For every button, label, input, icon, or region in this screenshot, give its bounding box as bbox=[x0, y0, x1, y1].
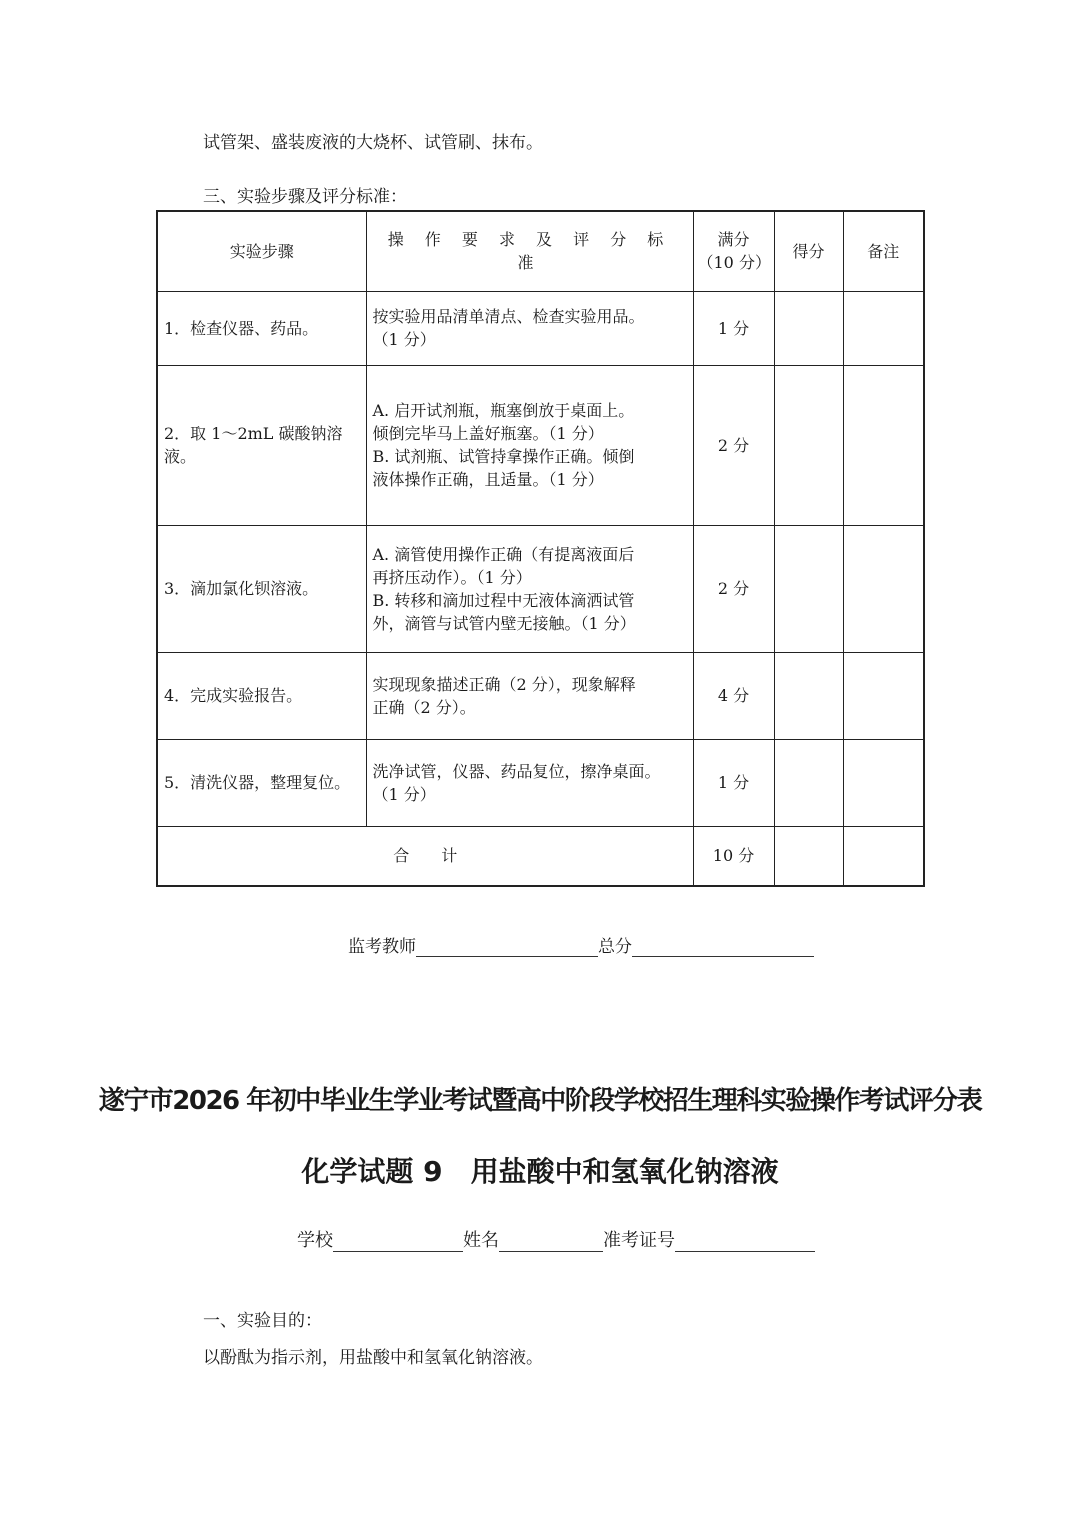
remark-cell bbox=[843, 291, 924, 365]
experiment-title: 化学试题 9 用盐酸中和氢氧化钠溶液 bbox=[301, 1155, 779, 1188]
standard-cell bbox=[366, 525, 693, 652]
total-score-cell bbox=[774, 826, 843, 886]
scoring-table bbox=[156, 210, 925, 887]
section-1-text: 以酚酞为指示剂，用盐酸中和氢氧化钠溶液。 bbox=[203, 1348, 543, 1368]
standard-line: 倾倒完毕马上盖好瓶塞。（1 分） bbox=[372, 424, 604, 443]
signature-line bbox=[348, 932, 814, 957]
section-1-heading: 一、实验目的： bbox=[203, 1311, 322, 1331]
name-blank[interactable] bbox=[499, 1231, 603, 1252]
score-input-cell bbox=[774, 652, 843, 739]
header-score: 得分 bbox=[774, 211, 843, 291]
points-cell: 1 分 bbox=[693, 739, 774, 826]
standard-line: 洗净试管，仪器、药品复位，擦净桌面。 bbox=[372, 761, 661, 781]
table-total-row bbox=[157, 826, 924, 886]
table-row bbox=[157, 365, 924, 525]
table-row bbox=[157, 739, 924, 826]
total-remark-cell bbox=[843, 826, 924, 886]
step-cell: 5．清洗仪器，整理复位。 bbox=[157, 739, 366, 826]
remark-cell bbox=[843, 739, 924, 826]
student-info-line bbox=[297, 1226, 815, 1252]
standard-cell bbox=[366, 739, 693, 826]
name-label: 姓名 bbox=[463, 1230, 499, 1251]
standard-line: 液体操作正确，且适量。（1 分） bbox=[372, 470, 604, 489]
exam-number-blank[interactable] bbox=[675, 1231, 815, 1252]
teacher-label: 监考教师 bbox=[348, 937, 416, 957]
step-cell: 4．完成实验报告。 bbox=[157, 652, 366, 739]
points-cell: 4 分 bbox=[693, 652, 774, 739]
header-remark: 备注 bbox=[843, 211, 924, 291]
document-title: 遂宁市2026 年初中毕业生学业考试暨高中阶段学校招生理科实验操作考试评分表 bbox=[98, 1086, 982, 1116]
standard-line: （1 分） bbox=[372, 784, 436, 804]
exam-number-label: 准考证号 bbox=[603, 1230, 675, 1251]
total-score-label: 总分 bbox=[598, 937, 632, 957]
standard-line: 实现现象描述正确（2 分），现象解释 bbox=[372, 674, 636, 694]
table-header-row bbox=[157, 211, 924, 291]
header-full-score bbox=[693, 211, 774, 291]
standard-line: 按实验用品清单清点、检查实验用品。 bbox=[372, 307, 645, 326]
table-row bbox=[157, 291, 924, 365]
score-input-cell bbox=[774, 291, 843, 365]
standard-line: 再挤压动作）。（1 分） bbox=[372, 567, 532, 587]
header-step: 实验步骤 bbox=[157, 211, 366, 291]
standard-line: A. 滴管使用操作正确（有提离液面后 bbox=[372, 544, 635, 564]
points-cell: 2 分 bbox=[693, 525, 774, 652]
points-cell: 2 分 bbox=[693, 365, 774, 525]
header-full-score-line2: （10 分） bbox=[697, 253, 771, 273]
total-points: 10 分 bbox=[693, 826, 774, 886]
score-input-cell bbox=[774, 365, 843, 525]
remark-cell bbox=[843, 365, 924, 525]
school-blank[interactable] bbox=[333, 1231, 463, 1252]
header-full-score-line1: 满分 bbox=[717, 230, 750, 250]
step-cell: 2．取 1～2mL 碳酸钠溶液。 bbox=[157, 365, 366, 525]
teacher-blank[interactable] bbox=[416, 936, 598, 957]
table-row bbox=[157, 525, 924, 652]
total-score-blank[interactable] bbox=[632, 936, 814, 957]
remark-cell bbox=[843, 652, 924, 739]
score-input-cell bbox=[774, 525, 843, 652]
header-standard: 操 作 要 求 及 评 分 标 准 bbox=[366, 211, 693, 291]
standard-cell bbox=[366, 652, 693, 739]
standard-cell bbox=[366, 365, 693, 525]
total-label: 合 计 bbox=[157, 826, 693, 886]
standard-line: B. 转移和滴加过程中无液体滴洒试管 bbox=[372, 590, 635, 610]
standard-line: B. 试剂瓶、试管持拿操作正确。倾倒 bbox=[372, 447, 635, 466]
standard-line: 正确（2 分）。 bbox=[372, 697, 476, 717]
score-input-cell bbox=[774, 739, 843, 826]
standard-line: A. 启开试剂瓶，瓶塞倒放于桌面上。 bbox=[372, 401, 635, 420]
step-cell: 1．检查仪器、药品。 bbox=[157, 291, 366, 365]
step-cell: 3．滴加氯化钡溶液。 bbox=[157, 525, 366, 652]
school-label: 学校 bbox=[297, 1230, 333, 1251]
section-3-heading: 三、实验步骤及评分标准： bbox=[203, 187, 407, 207]
points-cell: 1 分 bbox=[693, 291, 774, 365]
standard-line: （1 分） bbox=[372, 330, 436, 349]
equipment-list-continuation: 试管架、盛装废液的大烧杯、试管刷、抹布。 bbox=[203, 133, 543, 153]
standard-line: 外，滴管与试管内壁无接触。（1 分） bbox=[372, 613, 636, 633]
standard-cell bbox=[366, 291, 693, 365]
table-row bbox=[157, 652, 924, 739]
remark-cell bbox=[843, 525, 924, 652]
